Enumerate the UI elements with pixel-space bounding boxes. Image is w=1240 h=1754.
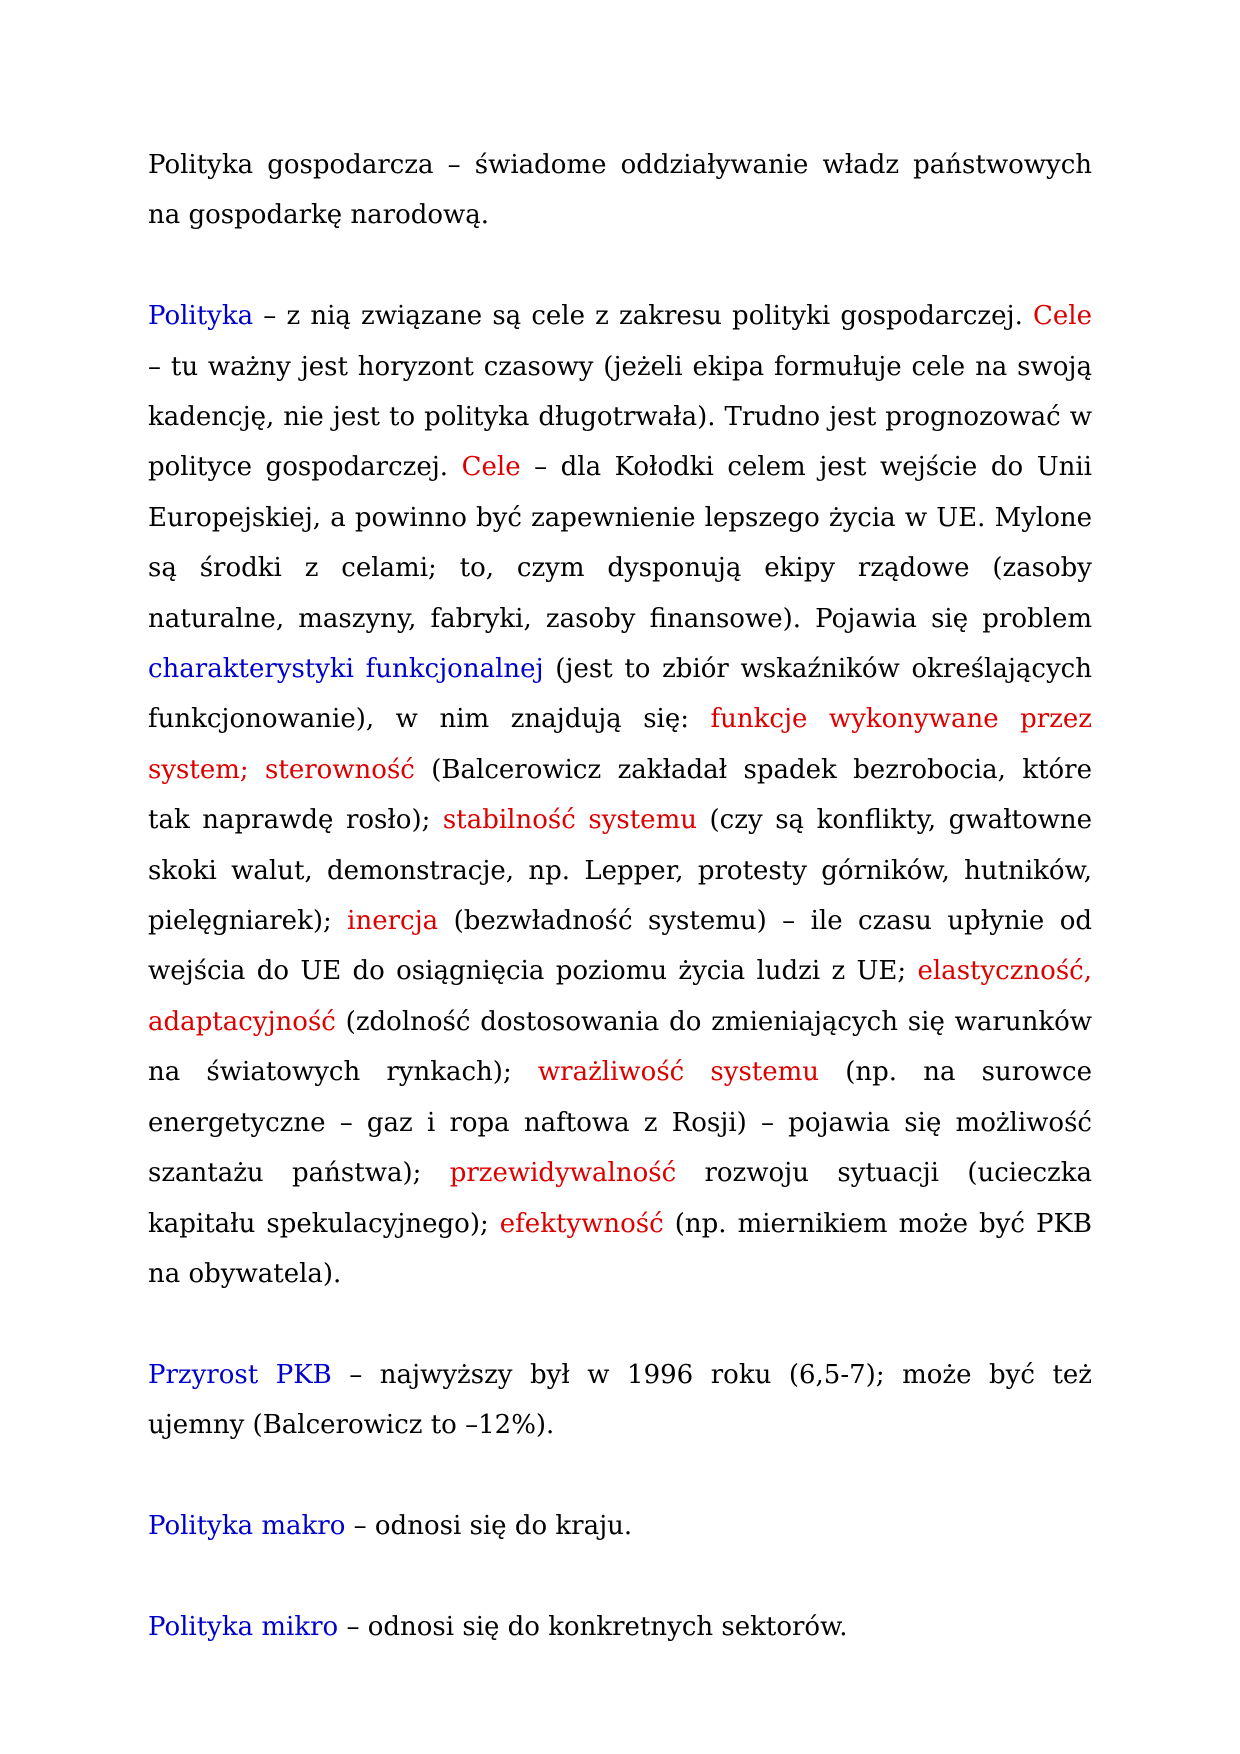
highlight-term: stabilność systemu: [442, 805, 697, 836]
paragraph-macro-policy: [148, 1501, 1092, 1551]
text-run: Polityka gospodarcza – świadome oddziaływanie władz państwowych na gospodarkę narodową.: [148, 150, 1092, 231]
text-run: (jest to zbiór wskaźników określających funkcjonowanie), w nim znajdują się:: [148, 654, 1092, 735]
highlight-term: wrażliwość systemu: [537, 1057, 820, 1088]
document-page: [148, 140, 1092, 1703]
highlight-term: Przyrost PKB: [148, 1359, 332, 1390]
text-run: (Balcerowicz zakładał spadek bezrobocia, które tak naprawdę rosło);: [148, 754, 1092, 836]
highlight-term: Cele: [461, 452, 521, 483]
text-run: – tu ważny jest horyzont czasowy (jeżeli ekipa formułuje cele na swoją kadencję, nie jest to polityka długotrwała). Trudno jest prognozować w polityce gospodarczej.: [148, 351, 1092, 483]
text-run: (czy są konflikty, gwałtowne skoki walut, demonstracje, np. Lepper, protesty górników, hutników, pielęgniarek);: [148, 805, 1092, 937]
highlight-term: Cele: [1033, 301, 1092, 332]
highlight-term: charakterystyki funkcjonalnej: [148, 654, 544, 685]
highlight-term: przewidywalność: [449, 1158, 677, 1189]
text-run: – odnosi się do konkretnych sektorów.: [338, 1611, 848, 1642]
text-run: – z nią związane są cele z zakresu polityki gospodarczej.: [253, 301, 1034, 332]
highlight-term: elastyczność, adaptacyjność: [148, 956, 1092, 1037]
text-run: – dla Kołodki celem jest wejście do Unii Europejskiej, a powinno być zapewnienie lepszego życia w UE. Mylone są środki z celami; to, czym dysponują ekipy rządowe (zasoby naturalne, maszyny, fabryki, zasoby finansowe). Pojawia się problem: [148, 452, 1092, 634]
text-run: (np. miernikiem może być PKB na obywatela).: [148, 1208, 1093, 1289]
highlight-term: efektywność: [499, 1208, 664, 1239]
highlight-term: Polityka makro: [148, 1510, 346, 1541]
paragraph-micro-policy: [148, 1602, 1092, 1652]
text-run: rozwoju sytuacji (ucieczka kapitału spekulacyjnego);: [148, 1158, 1092, 1239]
highlight-term: Polityka mikro: [148, 1611, 339, 1642]
text-run: – odnosi się do kraju.: [345, 1510, 633, 1541]
text-run: (np. na surowce energetyczne – gaz i ropa naftowa z Rosji) – pojawia się możliwość szantażu państwa);: [148, 1057, 1093, 1189]
text-run: (bezwładność systemu) – ile czasu upłynie od wejścia do UE do osiągnięcia poziomu życia ludzi z UE;: [148, 906, 1092, 987]
highlight-term: Polityka: [148, 301, 254, 332]
paragraph-goals: [148, 291, 1092, 1299]
paragraph-definition: [148, 140, 1092, 241]
text-run: (zdolność dostosowania do zmieniających się warunków na światowych rynkach);: [148, 1006, 1092, 1088]
highlight-term: inercja: [347, 906, 439, 937]
highlight-term: funkcje wykonywane przez system; sterowność: [148, 704, 1092, 785]
paragraph-pkb-growth: [148, 1350, 1092, 1451]
text-run: – najwyższy był w 1996 roku (6,5-7); może być też ujemny (Balcerowicz to –12%).: [148, 1359, 1092, 1441]
